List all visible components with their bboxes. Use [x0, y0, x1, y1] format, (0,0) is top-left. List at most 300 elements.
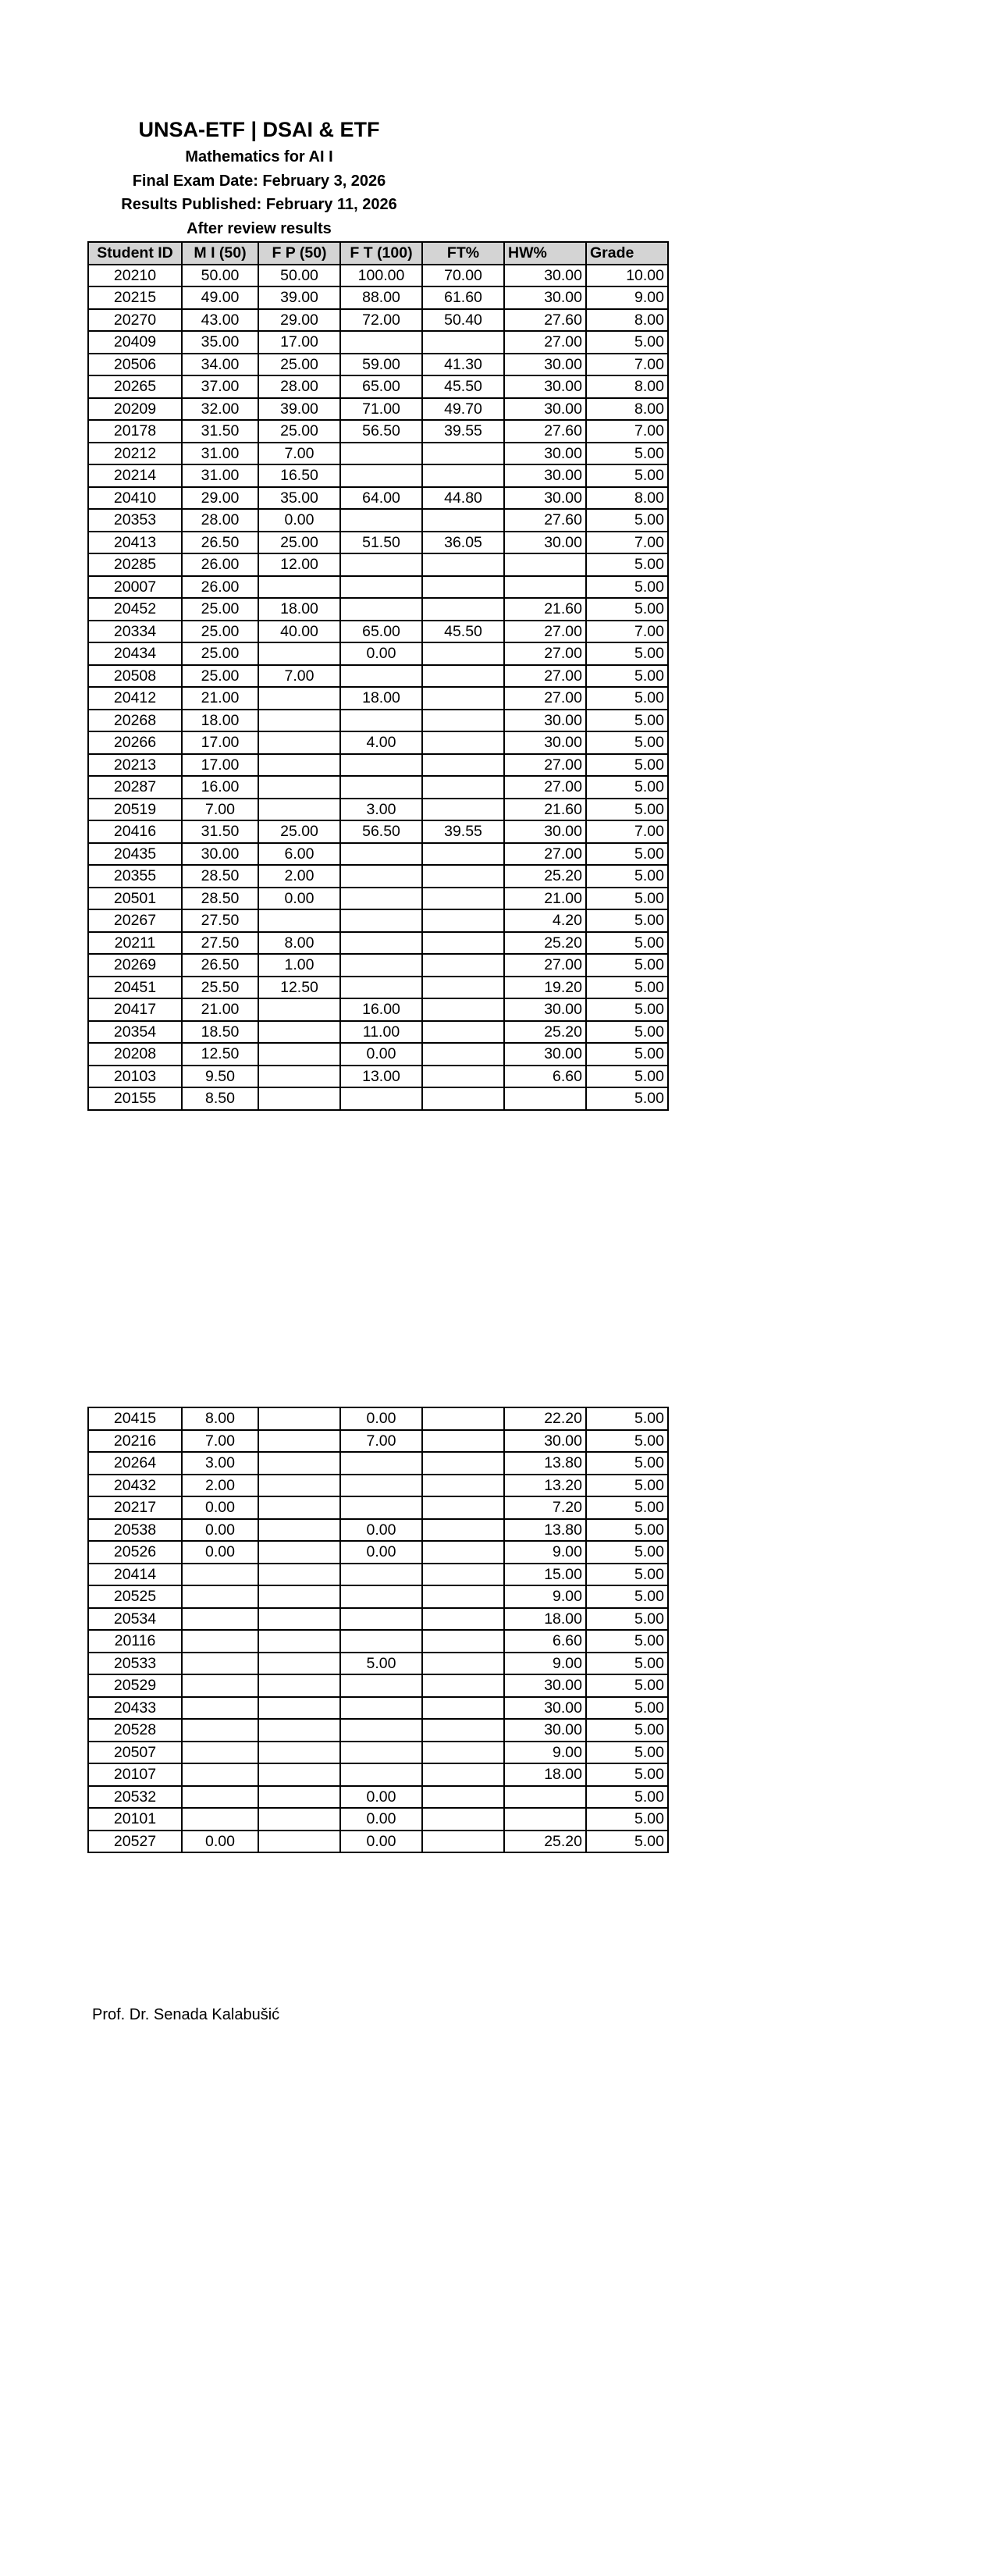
hw-percent-cell: 27.00 — [504, 687, 586, 710]
final-total-cell — [340, 464, 422, 487]
student-id-cell: 20155 — [88, 1087, 182, 1110]
hw-percent-cell: 21.00 — [504, 888, 586, 910]
hw-percent-cell: 30.00 — [504, 464, 586, 487]
table-row — [88, 1786, 668, 1809]
grade-cell: 5.00 — [586, 665, 668, 688]
student-id-cell: 20507 — [88, 1742, 182, 1764]
student-id-cell: 20410 — [88, 487, 182, 510]
table-row — [88, 621, 668, 643]
ft-percent-cell — [422, 954, 504, 977]
final-practical-cell — [258, 1697, 340, 1720]
hw-percent-cell: 27.00 — [504, 954, 586, 977]
final-total-cell: 18.00 — [340, 687, 422, 710]
table-row — [88, 1087, 668, 1110]
table-row — [88, 598, 668, 621]
ft-percent-cell — [422, 1021, 504, 1044]
ft-percent-cell — [422, 1066, 504, 1088]
table-row — [88, 487, 668, 510]
final-practical-cell: 7.00 — [258, 443, 340, 465]
final-practical-cell — [258, 909, 340, 932]
final-total-cell: 65.00 — [340, 375, 422, 398]
final-practical-cell — [258, 687, 340, 710]
student-id-cell: 20265 — [88, 375, 182, 398]
grade-cell: 5.00 — [586, 977, 668, 999]
midterm-cell: 21.00 — [182, 998, 258, 1021]
hw-percent-cell: 27.00 — [504, 843, 586, 866]
hw-percent-cell: 30.00 — [504, 820, 586, 843]
midterm-cell: 29.00 — [182, 487, 258, 510]
final-practical-cell: 12.50 — [258, 977, 340, 999]
ft-percent-cell — [422, 776, 504, 799]
student-id-cell: 20526 — [88, 1541, 182, 1564]
final-total-cell: 88.00 — [340, 286, 422, 309]
final-practical-cell — [258, 1719, 340, 1742]
final-total-cell: 0.00 — [340, 642, 422, 665]
grade-cell: 5.00 — [586, 843, 668, 866]
table-row — [88, 375, 668, 398]
ft-percent-cell — [422, 509, 504, 532]
table-row — [88, 865, 668, 888]
ft-percent-cell: 41.30 — [422, 354, 504, 376]
final-practical-cell — [258, 754, 340, 777]
final-practical-cell — [258, 1430, 340, 1453]
table-row — [88, 1475, 668, 1497]
final-practical-cell — [258, 1519, 340, 1542]
hw-percent-cell: 30.00 — [504, 998, 586, 1021]
hw-percent-cell: 30.00 — [504, 487, 586, 510]
final-practical-cell: 0.00 — [258, 888, 340, 910]
student-id-cell: 20416 — [88, 820, 182, 843]
final-total-cell: 13.00 — [340, 1066, 422, 1088]
table-row — [88, 977, 668, 999]
ft-percent-cell — [422, 598, 504, 621]
final-total-cell — [340, 1742, 422, 1764]
ft-percent-cell — [422, 665, 504, 688]
midterm-cell: 3.00 — [182, 1452, 258, 1475]
grade-cell: 7.00 — [586, 532, 668, 554]
student-id-cell: 20452 — [88, 598, 182, 621]
column-header-final-practical: F P (50) — [258, 242, 340, 265]
ft-percent-cell — [422, 998, 504, 1021]
table-row — [88, 420, 668, 443]
grade-cell: 5.00 — [586, 1831, 668, 1853]
ft-percent-cell — [422, 1452, 504, 1475]
ft-percent-cell — [422, 1496, 504, 1519]
ft-percent-cell — [422, 909, 504, 932]
hw-percent-cell: 30.00 — [504, 731, 586, 754]
hw-percent-cell: 18.00 — [504, 1608, 586, 1631]
midterm-cell — [182, 1786, 258, 1809]
ft-percent-cell: 45.50 — [422, 621, 504, 643]
student-id-cell: 20178 — [88, 420, 182, 443]
hw-percent-cell: 30.00 — [504, 1043, 586, 1066]
table-row — [88, 998, 668, 1021]
document-title: UNSA-ETF | DSAI & ETF — [138, 118, 380, 141]
midterm-cell: 30.00 — [182, 843, 258, 866]
student-id-cell: 20528 — [88, 1719, 182, 1742]
student-id-cell: 20334 — [88, 621, 182, 643]
ft-percent-cell — [422, 1630, 504, 1653]
hw-percent-cell: 30.00 — [504, 1719, 586, 1742]
grade-cell: 5.00 — [586, 888, 668, 910]
grade-cell: 5.00 — [586, 1585, 668, 1608]
midterm-cell — [182, 1564, 258, 1586]
hw-percent-cell: 27.60 — [504, 509, 586, 532]
exam-date: Final Exam Date: February 3, 2026 — [132, 172, 386, 190]
grade-cell: 5.00 — [586, 932, 668, 955]
ft-percent-cell — [422, 932, 504, 955]
final-total-cell: 11.00 — [340, 1021, 422, 1044]
ft-percent-cell — [422, 731, 504, 754]
table-row — [88, 909, 668, 932]
ft-percent-cell — [422, 1608, 504, 1631]
hw-percent-cell: 9.00 — [504, 1541, 586, 1564]
midterm-cell — [182, 1697, 258, 1720]
final-total-cell: 3.00 — [340, 799, 422, 821]
grade-cell: 5.00 — [586, 642, 668, 665]
final-total-cell: 0.00 — [340, 1786, 422, 1809]
ft-percent-cell — [422, 331, 504, 354]
ft-percent-cell — [422, 1831, 504, 1853]
final-practical-cell: 35.00 — [258, 487, 340, 510]
table-row — [88, 820, 668, 843]
final-total-cell — [340, 1452, 422, 1475]
grade-cell: 5.00 — [586, 553, 668, 576]
final-total-cell — [340, 598, 422, 621]
final-practical-cell: 25.00 — [258, 532, 340, 554]
final-practical-cell — [258, 1066, 340, 1088]
final-practical-cell — [258, 1407, 340, 1430]
student-id-cell: 20215 — [88, 286, 182, 309]
midterm-cell: 25.00 — [182, 598, 258, 621]
final-total-cell: 100.00 — [340, 265, 422, 287]
ft-percent-cell — [422, 1697, 504, 1720]
midterm-cell: 37.00 — [182, 375, 258, 398]
final-practical-cell: 17.00 — [258, 331, 340, 354]
ft-percent-cell — [422, 1763, 504, 1786]
table-row — [88, 1066, 668, 1088]
hw-percent-cell: 30.00 — [504, 443, 586, 465]
grade-cell: 5.00 — [586, 1697, 668, 1720]
final-practical-cell — [258, 1742, 340, 1764]
final-total-cell — [340, 843, 422, 866]
table-row — [88, 576, 668, 599]
final-practical-cell: 16.50 — [258, 464, 340, 487]
final-total-cell — [340, 710, 422, 732]
ft-percent-cell — [422, 1585, 504, 1608]
grade-cell: 5.00 — [586, 1475, 668, 1497]
midterm-cell: 28.00 — [182, 509, 258, 532]
grade-cell: 5.00 — [586, 598, 668, 621]
table-row — [88, 443, 668, 465]
grade-cell: 5.00 — [586, 710, 668, 732]
final-practical-cell — [258, 1021, 340, 1044]
final-total-cell: 51.50 — [340, 532, 422, 554]
grade-cell: 10.00 — [586, 265, 668, 287]
table-row — [88, 665, 668, 688]
student-id-cell: 20519 — [88, 799, 182, 821]
ft-percent-cell: 70.00 — [422, 265, 504, 287]
midterm-cell: 0.00 — [182, 1496, 258, 1519]
final-practical-cell: 25.00 — [258, 820, 340, 843]
student-id-cell: 20506 — [88, 354, 182, 376]
grade-cell: 5.00 — [586, 954, 668, 977]
hw-percent-cell: 30.00 — [504, 1430, 586, 1453]
student-id-cell: 20268 — [88, 710, 182, 732]
student-id-cell: 20529 — [88, 1674, 182, 1697]
grade-cell: 5.00 — [586, 909, 668, 932]
midterm-cell: 12.50 — [182, 1043, 258, 1066]
table-row — [88, 265, 668, 287]
ft-percent-cell — [422, 1564, 504, 1586]
grade-cell: 7.00 — [586, 420, 668, 443]
grade-cell: 5.00 — [586, 1564, 668, 1586]
table-row — [88, 710, 668, 732]
results-published-date: Results Published: February 11, 2026 — [121, 196, 397, 213]
table-row — [88, 1541, 668, 1564]
final-total-cell — [340, 1630, 422, 1653]
student-id-cell: 20354 — [88, 1021, 182, 1044]
student-id-cell: 20209 — [88, 398, 182, 421]
table-row — [88, 553, 668, 576]
midterm-cell: 28.50 — [182, 888, 258, 910]
final-total-cell — [340, 1585, 422, 1608]
table-row — [88, 398, 668, 421]
midterm-cell: 25.00 — [182, 642, 258, 665]
student-id-cell: 20107 — [88, 1763, 182, 1786]
hw-percent-cell: 13.20 — [504, 1475, 586, 1497]
ft-percent-cell — [422, 1475, 504, 1497]
hw-percent-cell: 13.80 — [504, 1452, 586, 1475]
final-total-cell: 56.50 — [340, 820, 422, 843]
midterm-cell: 50.00 — [182, 265, 258, 287]
midterm-cell — [182, 1742, 258, 1764]
professor-signature: Prof. Dr. Senada Kalabušić — [92, 2006, 280, 2023]
document-header — [87, 114, 431, 240]
final-practical-cell — [258, 642, 340, 665]
table-row — [88, 1021, 668, 1044]
table-row — [88, 1674, 668, 1697]
ft-percent-cell — [422, 799, 504, 821]
hw-percent-cell: 19.20 — [504, 977, 586, 999]
student-id-cell: 20412 — [88, 687, 182, 710]
final-total-cell: 0.00 — [340, 1519, 422, 1542]
final-practical-cell — [258, 1674, 340, 1697]
midterm-cell: 7.00 — [182, 799, 258, 821]
midterm-cell: 25.00 — [182, 665, 258, 688]
final-total-cell — [340, 909, 422, 932]
final-practical-cell: 40.00 — [258, 621, 340, 643]
midterm-cell: 27.50 — [182, 909, 258, 932]
student-id-cell: 20353 — [88, 509, 182, 532]
ft-percent-cell — [422, 977, 504, 999]
column-header-grade: Grade — [586, 242, 668, 265]
student-id-cell: 20116 — [88, 1630, 182, 1653]
final-practical-cell — [258, 998, 340, 1021]
grade-cell: 5.00 — [586, 1541, 668, 1564]
midterm-cell: 9.50 — [182, 1066, 258, 1088]
ft-percent-cell — [422, 888, 504, 910]
final-total-cell: 0.00 — [340, 1808, 422, 1831]
student-id-cell: 20217 — [88, 1496, 182, 1519]
final-total-cell: 65.00 — [340, 621, 422, 643]
column-header-student-id: Student ID — [88, 242, 182, 265]
final-total-cell — [340, 1697, 422, 1720]
midterm-cell: 8.00 — [182, 1407, 258, 1430]
student-id-cell: 20508 — [88, 665, 182, 688]
midterm-cell — [182, 1808, 258, 1831]
final-practical-cell: 39.00 — [258, 398, 340, 421]
final-total-cell — [340, 443, 422, 465]
table-row — [88, 1043, 668, 1066]
ft-percent-cell — [422, 576, 504, 599]
ft-percent-cell — [422, 1742, 504, 1764]
final-practical-cell — [258, 710, 340, 732]
ft-percent-cell — [422, 1786, 504, 1809]
midterm-cell: 27.50 — [182, 932, 258, 955]
table-row — [88, 1585, 668, 1608]
final-total-cell — [340, 331, 422, 354]
grade-cell: 8.00 — [586, 398, 668, 421]
hw-percent-cell: 30.00 — [504, 354, 586, 376]
final-total-cell — [340, 865, 422, 888]
hw-percent-cell: 9.00 — [504, 1653, 586, 1675]
grade-cell: 5.00 — [586, 998, 668, 1021]
final-practical-cell — [258, 1808, 340, 1831]
grade-cell: 5.00 — [586, 1021, 668, 1044]
midterm-cell: 26.00 — [182, 576, 258, 599]
final-total-cell — [340, 1496, 422, 1519]
table-row — [88, 1496, 668, 1519]
ft-percent-cell — [422, 1808, 504, 1831]
grade-cell: 5.00 — [586, 509, 668, 532]
table-row — [88, 687, 668, 710]
final-practical-cell — [258, 1087, 340, 1110]
final-total-cell — [340, 1475, 422, 1497]
table-row — [88, 843, 668, 866]
midterm-cell: 0.00 — [182, 1519, 258, 1542]
grade-cell: 5.00 — [586, 1608, 668, 1631]
student-id-cell: 20216 — [88, 1430, 182, 1453]
table-row — [88, 331, 668, 354]
student-id-cell: 20538 — [88, 1519, 182, 1542]
hw-percent-cell: 30.00 — [504, 532, 586, 554]
grade-cell: 5.00 — [586, 1043, 668, 1066]
hw-percent-cell — [504, 1786, 586, 1809]
final-total-cell — [340, 1608, 422, 1631]
student-id-cell: 20210 — [88, 265, 182, 287]
midterm-cell — [182, 1608, 258, 1631]
ft-percent-cell — [422, 843, 504, 866]
midterm-cell: 35.00 — [182, 331, 258, 354]
student-id-cell: 20433 — [88, 1697, 182, 1720]
final-total-cell — [340, 1763, 422, 1786]
grade-cell: 7.00 — [586, 820, 668, 843]
grade-cell: 5.00 — [586, 1808, 668, 1831]
hw-percent-cell — [504, 1808, 586, 1831]
table-row — [88, 1430, 668, 1453]
final-practical-cell — [258, 1763, 340, 1786]
ft-percent-cell — [422, 443, 504, 465]
hw-percent-cell: 21.60 — [504, 799, 586, 821]
column-header-final-total: F T (100) — [340, 242, 422, 265]
table-row — [88, 1653, 668, 1675]
table-row — [88, 642, 668, 665]
hw-percent-cell — [504, 576, 586, 599]
final-practical-cell — [258, 576, 340, 599]
final-total-cell: 0.00 — [340, 1831, 422, 1853]
hw-percent-cell: 21.60 — [504, 598, 586, 621]
grade-cell: 5.00 — [586, 1430, 668, 1453]
grade-cell: 5.00 — [586, 1719, 668, 1742]
student-id-cell: 20532 — [88, 1786, 182, 1809]
table-row — [88, 932, 668, 955]
midterm-cell: 26.50 — [182, 532, 258, 554]
table-row — [88, 1407, 668, 1430]
ft-percent-cell — [422, 1043, 504, 1066]
hw-percent-cell: 27.00 — [504, 665, 586, 688]
grade-cell: 5.00 — [586, 1742, 668, 1764]
final-total-cell — [340, 509, 422, 532]
grade-cell: 5.00 — [586, 331, 668, 354]
ft-percent-cell — [422, 553, 504, 576]
final-total-cell — [340, 1719, 422, 1742]
hw-percent-cell: 27.00 — [504, 331, 586, 354]
student-id-cell: 20432 — [88, 1475, 182, 1497]
student-id-cell: 20266 — [88, 731, 182, 754]
final-practical-cell: 25.00 — [258, 420, 340, 443]
hw-percent-cell: 30.00 — [504, 375, 586, 398]
grade-cell: 5.00 — [586, 576, 668, 599]
grade-cell: 5.00 — [586, 687, 668, 710]
midterm-cell: 31.00 — [182, 464, 258, 487]
grade-cell: 5.00 — [586, 1763, 668, 1786]
hw-percent-cell: 22.20 — [504, 1407, 586, 1430]
hw-percent-cell: 30.00 — [504, 265, 586, 287]
hw-percent-cell: 27.60 — [504, 309, 586, 332]
ft-percent-cell — [422, 1719, 504, 1742]
midterm-cell: 34.00 — [182, 354, 258, 376]
student-id-cell: 20213 — [88, 754, 182, 777]
final-practical-cell — [258, 1786, 340, 1809]
grade-cell: 5.00 — [586, 754, 668, 777]
final-practical-cell — [258, 1475, 340, 1497]
final-practical-cell — [258, 799, 340, 821]
final-total-cell: 0.00 — [340, 1541, 422, 1564]
midterm-cell: 18.50 — [182, 1021, 258, 1044]
table-row — [88, 532, 668, 554]
student-id-cell: 20527 — [88, 1831, 182, 1853]
results-table-part-1 — [87, 241, 669, 1111]
midterm-cell: 25.00 — [182, 621, 258, 643]
student-id-cell: 20435 — [88, 843, 182, 866]
hw-percent-cell: 9.00 — [504, 1742, 586, 1764]
student-id-cell: 20211 — [88, 932, 182, 955]
table-row — [88, 1719, 668, 1742]
student-id-cell: 20414 — [88, 1564, 182, 1586]
final-practical-cell: 28.00 — [258, 375, 340, 398]
grade-cell: 5.00 — [586, 464, 668, 487]
grade-cell: 8.00 — [586, 487, 668, 510]
midterm-cell: 2.00 — [182, 1475, 258, 1497]
ft-percent-cell — [422, 1087, 504, 1110]
table-row — [88, 309, 668, 332]
hw-percent-cell: 25.20 — [504, 1831, 586, 1853]
grade-cell: 5.00 — [586, 1496, 668, 1519]
table-row — [88, 888, 668, 910]
results-table-part-2 — [87, 1407, 669, 1853]
review-note: After review results — [187, 219, 332, 237]
